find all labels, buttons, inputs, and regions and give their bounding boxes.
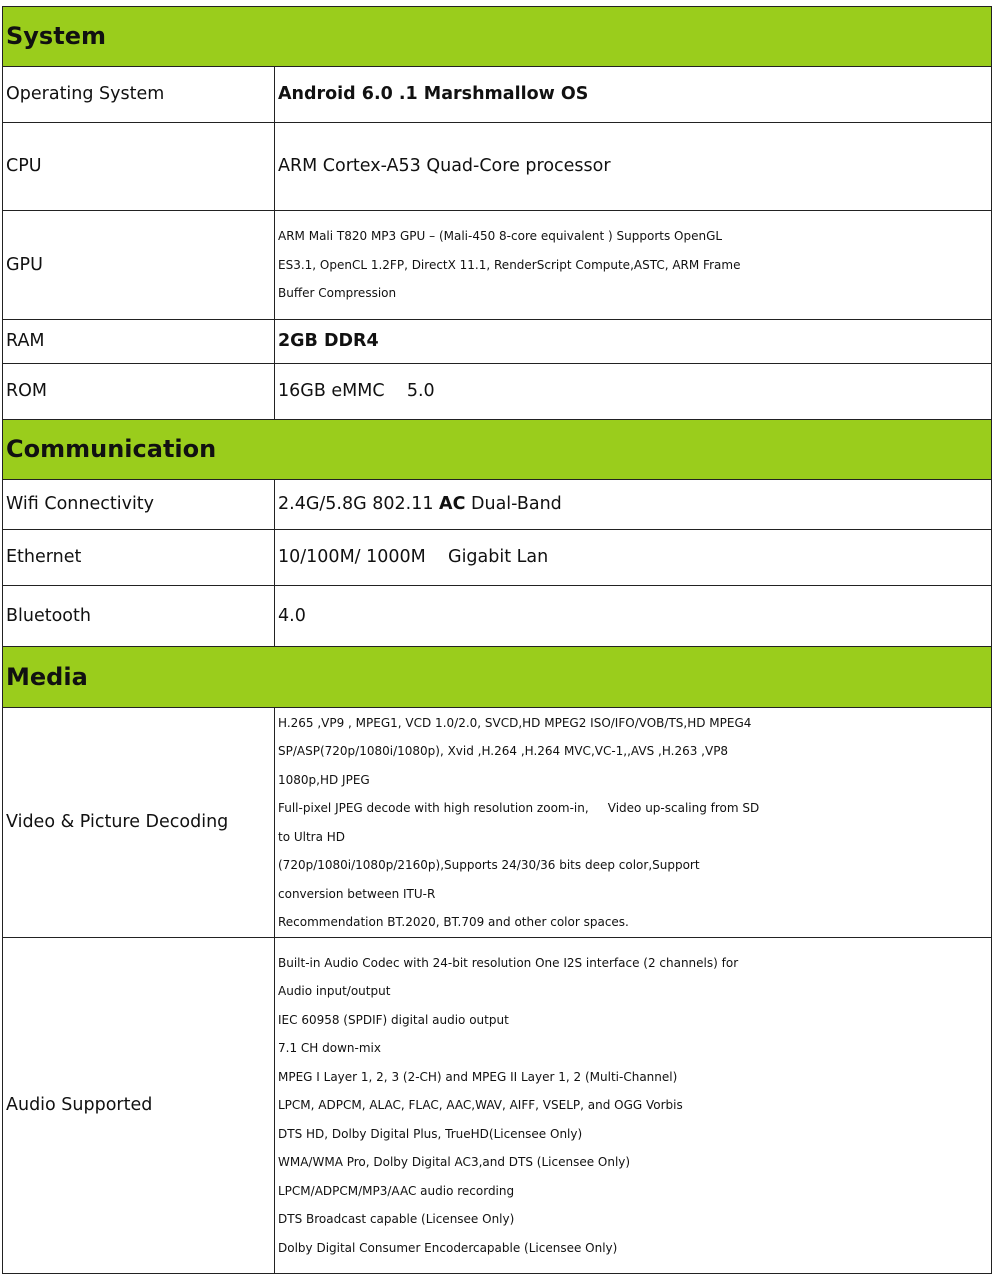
- table-row-rom: [3, 364, 992, 420]
- table-row-bluetooth: [3, 586, 992, 647]
- audio-line: WMA/WMA Pro, Dolby Digital AC3,and DTS (Licensee Only): [278, 1155, 631, 1170]
- row-value-os: Android 6.0 .1 Marshmallow OS: [275, 67, 992, 123]
- row-label-wifi: Wifi Connectivity: [3, 480, 275, 530]
- audio-line: DTS Broadcast capable (Licensee Only): [278, 1212, 515, 1227]
- wifi-value-suffix: Dual-Band: [465, 494, 562, 515]
- table-row-audio: [3, 938, 992, 1274]
- audio-line: 7.1 CH down-mix: [278, 1041, 381, 1056]
- section-title-cell: [3, 7, 992, 67]
- video-line: 1080p,HD JPEG: [278, 772, 370, 787]
- row-value-wifi: [275, 480, 992, 530]
- gpu-line: ARM Mali T820 MP3 GPU – (Mali-450 8-core equivalent ) Supports OpenGL: [278, 229, 723, 244]
- section-title-cell: [3, 647, 992, 708]
- row-label-bluetooth: Bluetooth: [3, 586, 275, 647]
- table-row-wifi: [3, 480, 992, 530]
- section-title-communication: Communication: [6, 435, 217, 464]
- video-line: Recommendation BT.2020, BT.709 and other color spaces.: [278, 915, 629, 929]
- table-row-video: [3, 708, 992, 938]
- row-value-ethernet: 10/100M/ 1000M Gigabit Lan: [275, 530, 992, 586]
- wifi-value-standard: AC: [439, 494, 466, 515]
- row-value-bluetooth: 4.0: [275, 586, 992, 647]
- row-value-video: [275, 708, 992, 938]
- row-label-rom: ROM: [3, 364, 275, 420]
- row-value-rom: 16GB eMMC 5.0: [275, 364, 992, 420]
- audio-line: MPEG I Layer 1, 2, 3 (2-CH) and MPEG II Layer 1, 2 (Multi-Channel): [278, 1069, 678, 1084]
- row-value-cpu: ARM Cortex-A53 Quad-Core processor: [275, 123, 992, 211]
- audio-line: LPCM/ADPCM/MP3/AAC audio recording: [278, 1183, 515, 1198]
- video-line: H.265 ,VP9 , MPEG1, VCD 1.0/2.0, SVCD,HD MPEG2 ISO/IFO/VOB/TS,HD MPEG4: [278, 715, 752, 730]
- video-line: Full-pixel JPEG decode with high resolution zoom-in, Video up-scaling from SD: [278, 801, 760, 815]
- table-row-ram: [3, 320, 992, 364]
- section-title-media: Media: [6, 662, 88, 691]
- audio-line: LPCM, ADPCM, ALAC, FLAC, AAC,WAV, AIFF, VSELP, and OGG Vorbis: [278, 1098, 683, 1113]
- row-value-ram: 2GB DDR4: [275, 320, 992, 364]
- gpu-line: ES3.1, OpenCL 1.2FP, DirectX 11.1, RenderScript Compute,ASTC, ARM Frame: [278, 257, 741, 272]
- video-line: (720p/1080i/1080p/2160p),Supports 24/30/36 bits deep color,Support: [278, 858, 700, 872]
- row-label-ethernet: Ethernet: [3, 530, 275, 586]
- audio-line: Audio input/output: [278, 984, 391, 999]
- video-line: conversion between ITU-R: [278, 886, 436, 901]
- row-label-ram: RAM: [3, 320, 275, 364]
- section-title-cell: [3, 420, 992, 480]
- table-row-ethernet: [3, 530, 992, 586]
- section-title-system: System: [6, 22, 106, 51]
- audio-line: DTS HD, Dolby Digital Plus, TrueHD(Licensee Only): [278, 1126, 583, 1141]
- audio-line: Built-in Audio Codec with 24-bit resolution One I2S interface (2 channels) for: [278, 955, 739, 970]
- table-row-gpu: [3, 211, 992, 320]
- row-label-audio: Audio Supported: [3, 938, 275, 1274]
- row-label-os: Operating System: [3, 67, 275, 123]
- video-line: to Ultra HD: [278, 829, 346, 844]
- row-label-video: Video & Picture Decoding: [3, 708, 275, 938]
- audio-line: IEC 60958 (SPDIF) digital audio output: [278, 1012, 509, 1027]
- video-line: SP/ASP(720p/1080i/1080p), Xvid ,H.264 ,H.264 MVC,VC-1,,AVS ,H.263 ,VP8: [278, 744, 729, 758]
- row-value-gpu: [275, 211, 992, 320]
- row-label-gpu: GPU: [3, 211, 275, 320]
- spec-table: [2, 6, 992, 1274]
- table-row-cpu: [3, 123, 992, 211]
- row-value-audio: [275, 938, 992, 1274]
- table-row-os: [3, 67, 992, 123]
- section-header-system: [3, 7, 992, 67]
- audio-line: Dolby Digital Consumer Encodercapable (Licensee Only): [278, 1240, 618, 1255]
- section-header-communication: [3, 420, 992, 480]
- gpu-line: Buffer Compression: [278, 286, 397, 301]
- row-label-cpu: CPU: [3, 123, 275, 211]
- section-header-media: [3, 647, 992, 708]
- wifi-value-prefix: 2.4G/5.8G 802.11: [278, 494, 440, 515]
